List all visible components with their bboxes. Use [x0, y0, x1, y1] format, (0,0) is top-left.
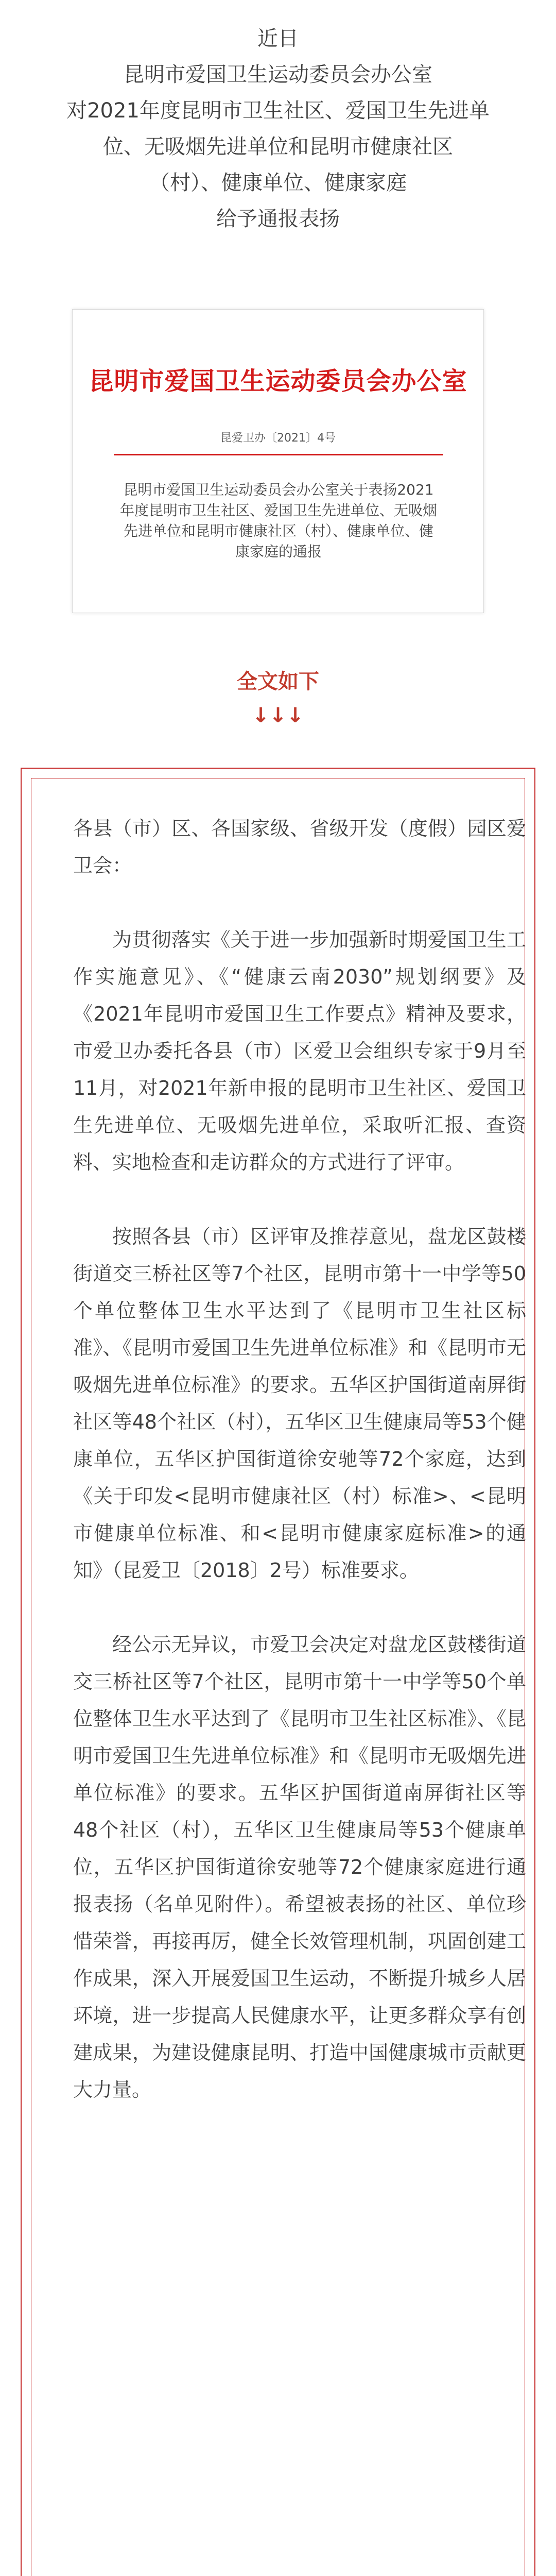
letter-salutation: 各县（市）区、各国家级、省级开发（度假）园区爱卫会： [73, 817, 526, 877]
red-divider [114, 454, 443, 455]
letter-paragraph: 经公示无异议，市爱卫会决定对盘龙区鼓楼街道交三桥社区等7个社区，昆明市第十一中学等50个单位整体卫生水平达到了《昆明市卫生社区标准》、《昆明市爱国卫生先进单位标准》和《昆明市无吸烟先进单位标准》的要求。五华区护国街道南屏街社区等48个社区（村），五华区卫生健康局等53个健康单位，五华区护国街道徐安驰等72个健康家庭进行通报表扬（名单见附件）。希望被表扬的社区、单位珍惜荣誉，再接再厉，健全长效管理机制，巩固创建工作成果，深入开展爱国卫生运动，不断提升城乡人居环境，进一步提高人民健康水平，让更多群众享有创建成果，为建设健康昆明、打造中国健康城市贡献更大力量。 [73, 1633, 526, 2101]
intro-block [0, 21, 556, 237]
down-arrows: ↓↓↓ [252, 704, 304, 727]
intro-line: 给予通报表扬 [216, 207, 340, 231]
document-issuer-title: 昆明市爱国卫生运动委员会办公室 [89, 367, 467, 396]
letter-paragraph: 按照各县（市）区评审及推荐意见，盘龙区鼓楼街道交三桥社区等7个社区，昆明市第十一中学等50个单位整体卫生水平达到了《昆明市卫生社区标准》、《昆明市爱国卫生先进单位标准》和《昆明市无吸烟先进单位标准》的要求。五华区护国街道南屏街社区等48个社区（村），五华区卫生健康局等53个健康单位，五华区护国街道徐安驰等72个家庭，达到《关于印发<昆明市健康社区（村）标准>、<昆明市健康单位标准、和<昆明市健康家庭标准>的通知》（昆爱卫〔2018〕2号）标准要求。 [73, 1225, 526, 1582]
letter-body [73, 810, 526, 2145]
letter-frame [21, 768, 535, 2576]
official-document-image [72, 309, 484, 613]
intro-line: （村）、健康单位、健康家庭 [149, 171, 407, 195]
fulltext-label: 全文如下 [237, 670, 319, 693]
letter-paragraph: 为贯彻落实《关于进一步加强新时期爱国卫生工作实施意见》、《“健康云南2030”规划纲要》及《2021年昆明市爱国卫生工作要点》精神及要求，市爱卫办委托各县（市）区爱卫会组织专家于9月至11月，对2021年新申报的昆明市卫生社区、爱国卫生先进单位、无吸烟先进单位，采取听汇报、查资料、实地检查和走访群众的方式进行了评审。 [73, 928, 526, 1174]
document-number: 昆爱卫办〔2021〕4号 [220, 432, 336, 445]
document-abstract: 昆明市爱国卫生运动委员会办公室关于表扬2021年度昆明市卫生社区、爱国卫生先进单位、无吸烟先进单位和昆明市健康社区（村）、健康单位、健康家庭的通报 [119, 481, 437, 560]
fulltext-heading [0, 665, 556, 733]
intro-line: 近日 [257, 27, 299, 50]
intro-line: 对2021年度昆明市卫生社区、爱国卫生先进单 [66, 99, 490, 123]
intro-line: 昆明市爱国卫生运动委员会办公室 [124, 63, 432, 87]
intro-line: 位、无吸烟先进单位和昆明市健康社区 [103, 135, 453, 159]
